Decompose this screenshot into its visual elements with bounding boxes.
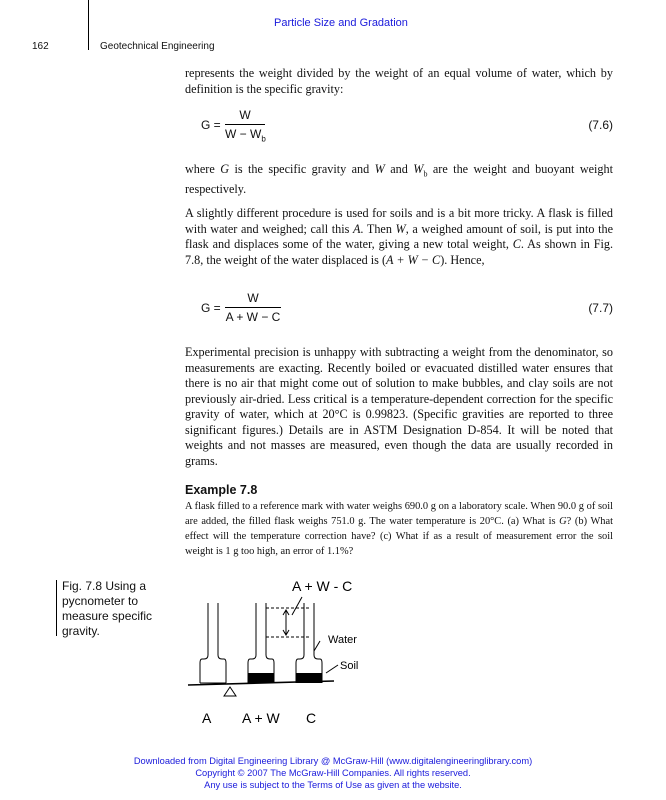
paragraph-procedure: A slightly different procedure is used for soils and is a bit more tricky. A flask is filled with water and weighed; call this A. Then W, a weighed amount of soil, is put into the flask and displaces some of the water, giving a new total weight, C. As shown in Fig. 7.8, the weight of the water displaced is (A + W − C). Hence, xyxy=(185,206,614,267)
caption-rule xyxy=(56,580,57,636)
label-c: C xyxy=(306,710,317,726)
equation-7-6 xyxy=(185,108,613,148)
flask-aw xyxy=(248,603,274,683)
leader-soil xyxy=(326,665,338,673)
example-body: A flask filled to a reference mark with water weighs 690.0 g on a laboratory scale. When 90.0 g of soil are added, the filled flask weighs 751.0 g. The water temperature is 20°C. (a) What is G? (b) What effect will the temperature correction have? (c) What if as a result of measurement error the soil weight is 1 g too high, an error of 1.1%? xyxy=(185,501,613,557)
example-title: Example 7.8 xyxy=(185,483,258,497)
soil-fill-c xyxy=(296,673,322,683)
fraction-numerator: W xyxy=(247,291,259,305)
soil-fill-aw xyxy=(248,673,274,683)
paragraph-precision: Experimental precision is unhappy with subtracting a weight from the denominator, so measurements are exacting. Recently boiled or evacuated distilled water ensures that there is no air that might come out of solution to make bubbles, and clay soils are not previously air-dried. Less critical is a temperature-dependent correction for the specific gravity of water, which at 20°C is 0.99823. (Specific gravities are reported to three significant figures.) Details are in ASTM Designation D-854. It will be noted that weights and not masses are measured, even though the data are usually recorded in grams. xyxy=(185,345,613,468)
running-head: Geotechnical Engineering xyxy=(100,41,215,52)
flask-c xyxy=(296,603,322,683)
equation-lhs: G = xyxy=(201,118,221,132)
figure-caption: Fig. 7.8 Using a pycnometer to measure specific gravity. xyxy=(62,579,153,638)
paragraph-intro: represents the weight divided by the weight of an equal volume of water, which by definition is the specific gravity: xyxy=(185,66,613,96)
footer-terms-line: Any use is subject to the Terms of Use as given at the website. xyxy=(204,780,462,790)
section-title: Particle Size and Gradation xyxy=(274,17,408,29)
footer-copyright-line: Copyright © 2007 The McGraw-Hill Companies. All rights reserved. xyxy=(195,768,471,778)
label-water: Water xyxy=(328,634,357,646)
equation-number: (7.6) xyxy=(588,118,613,132)
fraction-numerator: W xyxy=(239,108,251,122)
label-top: A + W - C xyxy=(292,578,353,594)
footer-download-line: Downloaded from Digital Engineering Library @ McGraw-Hill (www.digitalengineeringlibrary.com) xyxy=(133,756,533,766)
equation-number: (7.7) xyxy=(588,301,613,315)
label-aw: A + W xyxy=(242,710,280,726)
flask-a-empty xyxy=(200,603,226,683)
pycnometer-diagram xyxy=(180,575,380,735)
label-soil: Soil xyxy=(340,660,359,672)
page-number: 162 xyxy=(32,41,49,52)
fraction-denominator: $W - W_b$ xyxy=(225,127,266,144)
header-divider xyxy=(88,0,89,50)
leader-top xyxy=(292,597,302,615)
balance-pivot xyxy=(224,687,236,696)
equation-lhs: G = xyxy=(201,301,221,315)
label-a: A xyxy=(202,710,212,726)
paragraph-definitions: where G is the specific gravity and W and $W_b$ are the weight and buoyant weight respectively. xyxy=(185,162,613,196)
equation-fraction xyxy=(225,108,265,143)
equation-fraction xyxy=(225,291,281,324)
equation-7-7 xyxy=(185,291,613,331)
leader-water xyxy=(314,641,320,651)
fraction-denominator: A + W − C xyxy=(225,310,281,324)
